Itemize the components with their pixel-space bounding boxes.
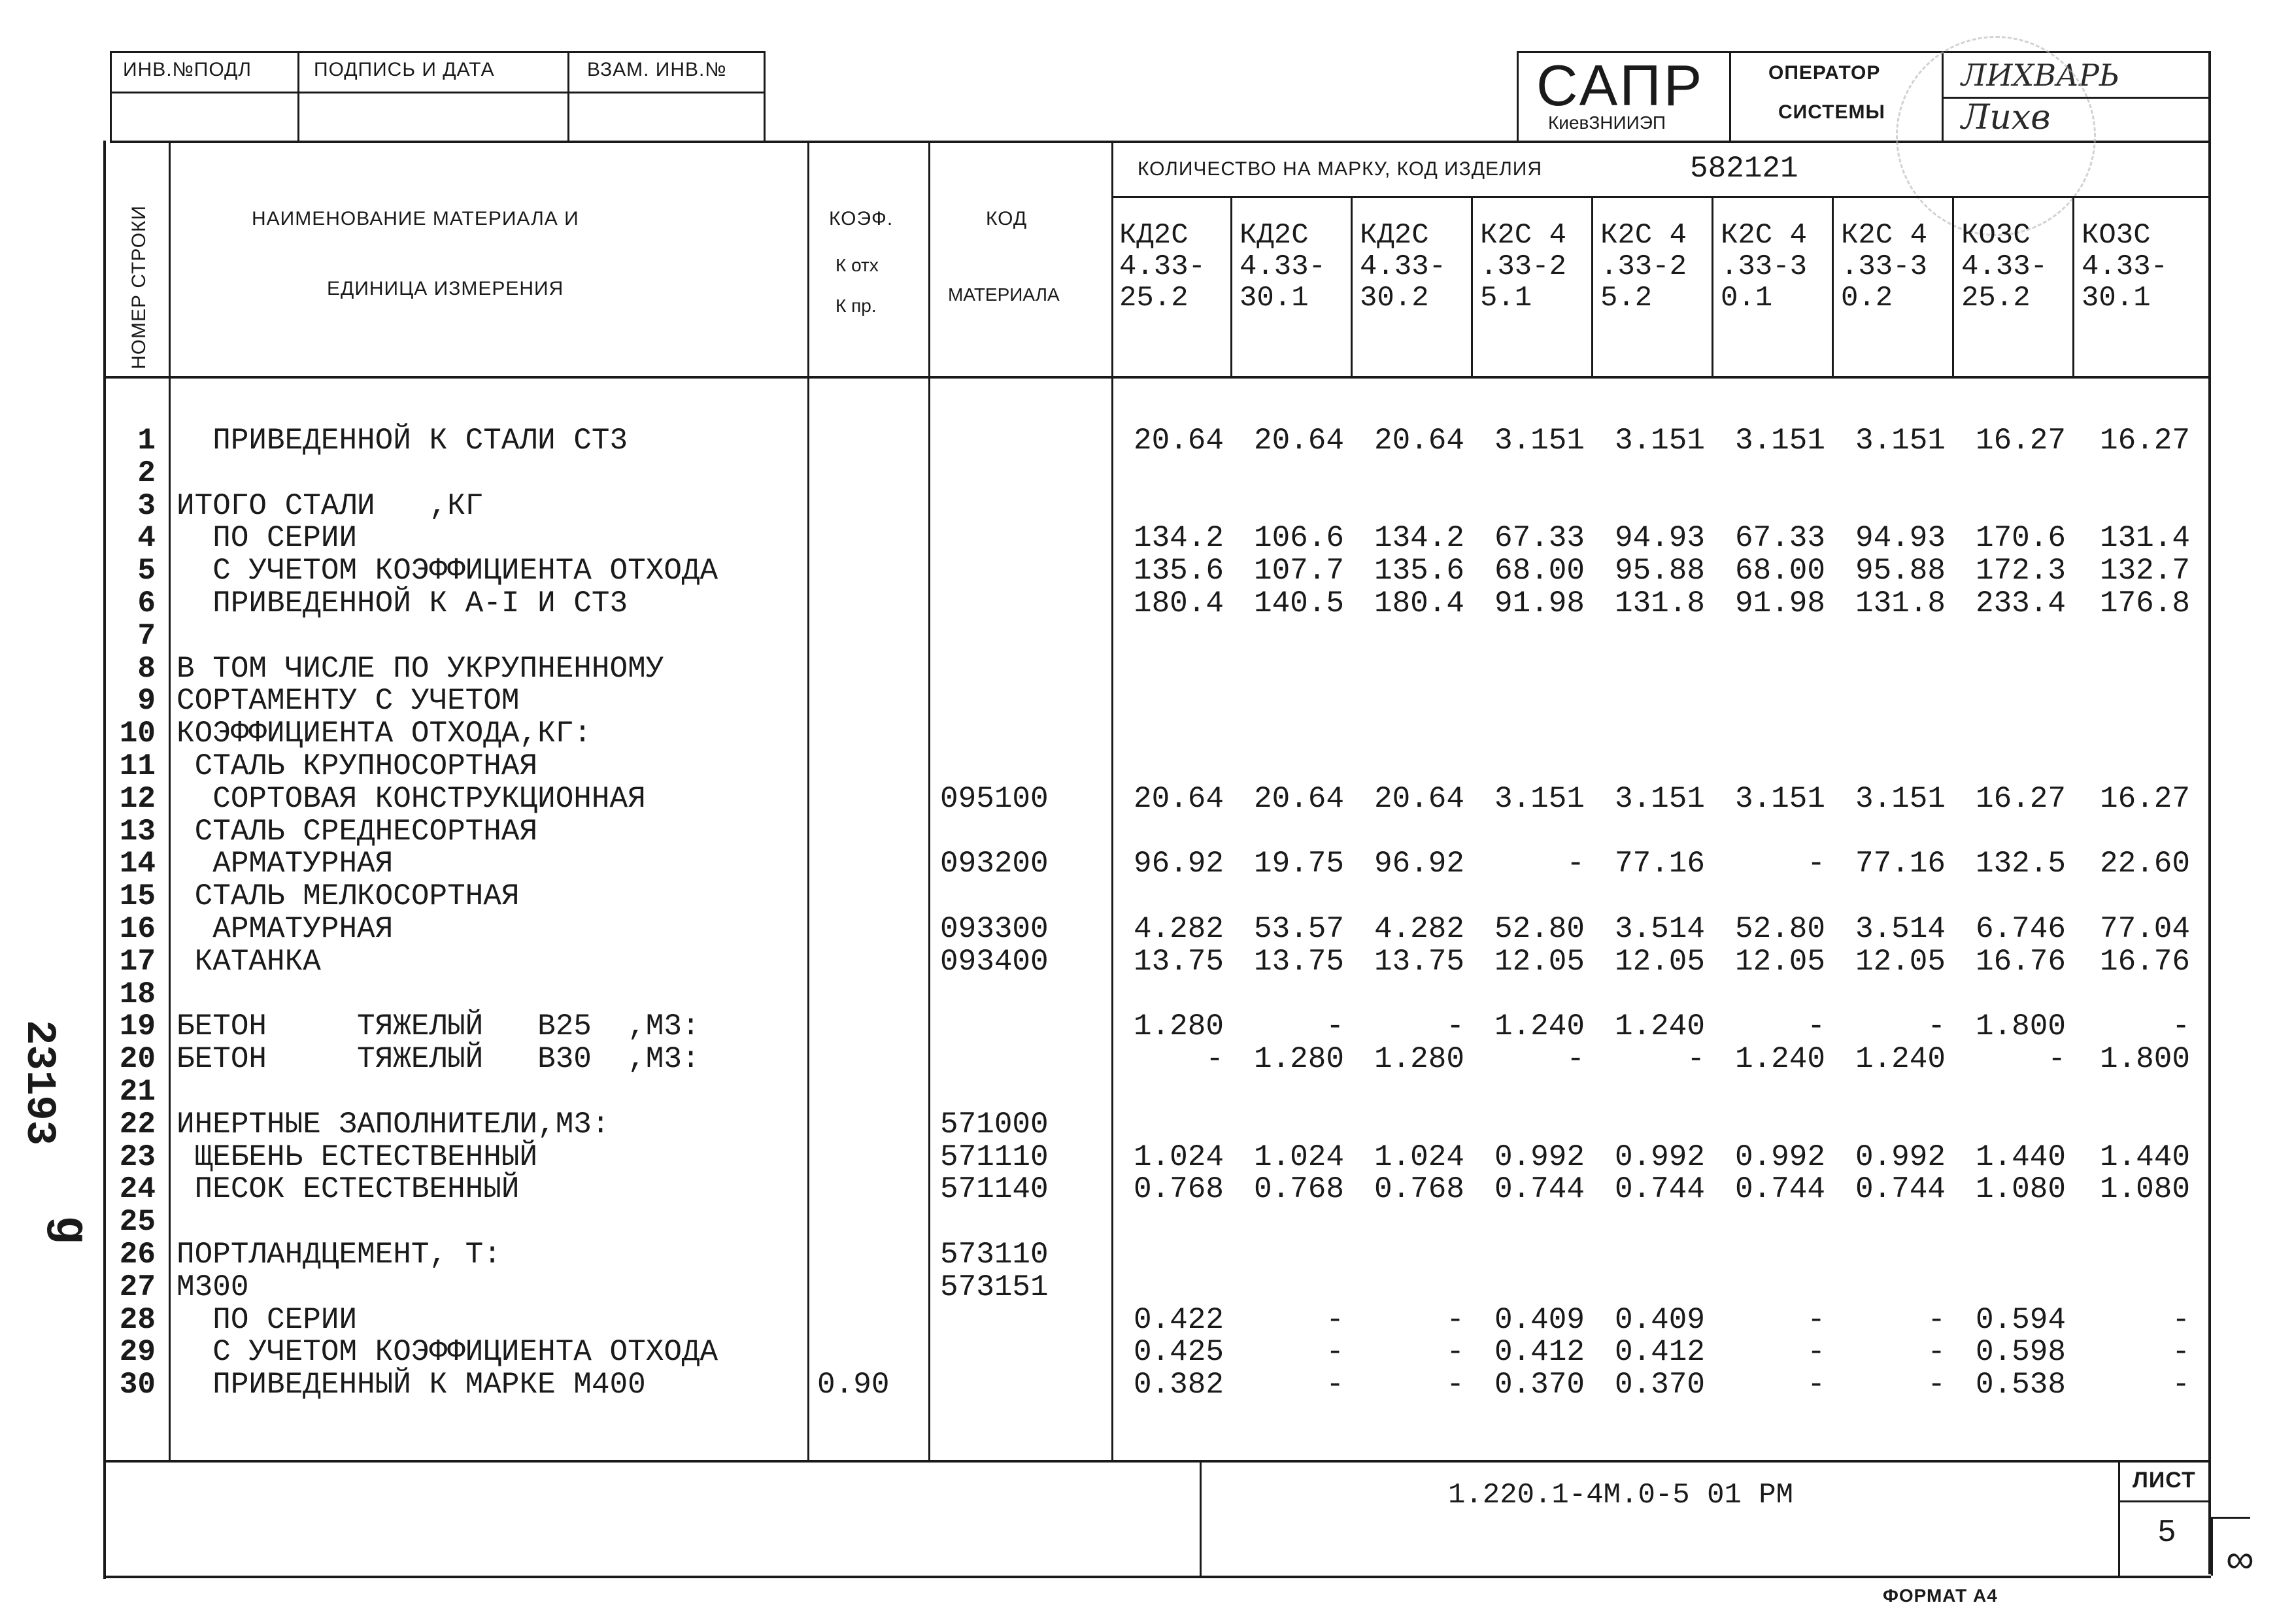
product-header-line: КД2С <box>1360 219 1429 252</box>
product-header-line: К2С 4 <box>1600 219 1687 252</box>
material-name: ПО СЕРИИ <box>177 1302 358 1337</box>
quantity-cell: - <box>1446 1368 1464 1402</box>
row-number: 5 <box>137 554 156 588</box>
row-number: 14 <box>119 847 156 881</box>
quantity-cell: 135.6 <box>1133 554 1224 588</box>
material-name: КОЭФФИЦИЕНТА ОТХОДА,КГ: <box>177 717 592 751</box>
quantity-cell: 16.76 <box>1975 944 2066 979</box>
material-code: 573151 <box>940 1270 1049 1304</box>
product-header-line: 4.33- <box>1240 250 1326 283</box>
quantity-cell: 180.4 <box>1133 586 1224 620</box>
sheet-number: 5 <box>2157 1515 2176 1551</box>
quantity-cell: 52.80 <box>1734 912 1825 946</box>
material-name: БЕТОН ТЯЖЕЛЫЙ В25 ,М3: <box>177 1009 700 1044</box>
quantity-cell: - <box>2172 1302 2190 1337</box>
material-name: БЕТОН ТЯЖЕЛЫЙ В30 ,М3: <box>177 1042 700 1077</box>
row-number: 24 <box>119 1172 156 1207</box>
quantity-cell: 12.05 <box>1734 944 1825 979</box>
quantity-cell: 0.370 <box>1614 1368 1705 1402</box>
quantity-cell: 16.27 <box>2099 424 2190 458</box>
row-number: 6 <box>137 586 156 620</box>
quantity-cell: 19.75 <box>1253 847 1344 881</box>
quantity-cell: 132.5 <box>1975 847 2066 881</box>
row-number: 22 <box>119 1107 156 1142</box>
row-number: 8 <box>137 651 156 686</box>
quantity-cell: 1.280 <box>1374 1042 1464 1077</box>
quantity-cell: 53.57 <box>1253 912 1344 946</box>
document-code: 1.220.1-4М.0-5 01 РМ <box>1448 1479 1794 1512</box>
name-header-line2: ЕДИНИЦА ИЗМЕРЕНИЯ <box>327 278 564 299</box>
margin-infinity-icon: ∞ <box>2226 1537 2254 1581</box>
material-name: В ТОМ ЧИСЛЕ ПО УКРУПНЕННОМУ <box>177 651 664 686</box>
margin-stamp-number: 23193 <box>15 1020 62 1146</box>
quantity-cell: 0.538 <box>1975 1368 2066 1402</box>
quantity-cell: 1.440 <box>1975 1140 2066 1174</box>
koef-header-3: К пр. <box>835 296 877 316</box>
koef-header-1: КОЭФ. <box>829 208 894 229</box>
quantity-cell: 3.151 <box>1855 424 1946 458</box>
system-label: СИСТЕМЫ <box>1778 101 1885 123</box>
row-number: 16 <box>119 912 156 946</box>
quantity-cell: 1.080 <box>2099 1172 2190 1207</box>
quantity-cell: 3.514 <box>1855 912 1946 946</box>
quantity-cell: - <box>1927 1009 1946 1044</box>
quantity-cell: 68.00 <box>1734 554 1825 588</box>
quantity-cell: 3.151 <box>1614 424 1705 458</box>
material-name: ЩЕБЕНЬ ЕСТЕСТВЕННЫЙ <box>177 1140 538 1174</box>
quantity-cell: 22.60 <box>2099 847 2190 881</box>
material-code: 573110 <box>940 1238 1049 1272</box>
quantity-cell: 95.88 <box>1855 554 1946 588</box>
quantity-cell: 20.64 <box>1133 781 1224 816</box>
quantity-cell: 180.4 <box>1374 586 1464 620</box>
quantity-cell: 16.27 <box>1975 781 2066 816</box>
quantity-cell: 77.16 <box>1614 847 1705 881</box>
quantity-cell: 20.64 <box>1133 424 1224 458</box>
row-number: 28 <box>119 1302 156 1337</box>
quantity-cell: 1.440 <box>2099 1140 2190 1174</box>
material-name: ПОРТЛАНДЦЕМЕНТ, Т: <box>177 1238 501 1272</box>
quantity-cell: 0.422 <box>1133 1302 1224 1337</box>
quantity-cell: 176.8 <box>2099 586 2190 620</box>
quantity-cell: - <box>1326 1335 1344 1370</box>
quantity-cell: - <box>1807 1368 1825 1402</box>
quantity-cell: - <box>2172 1335 2190 1370</box>
code-header-1: КОД <box>986 208 1028 229</box>
koef-header-2: К отх <box>835 255 879 275</box>
product-header-line: 0.2 <box>1841 282 1893 314</box>
quantity-cell: 0.768 <box>1253 1172 1344 1207</box>
quantity-cell: 107.7 <box>1253 554 1344 588</box>
quantity-cell: 12.05 <box>1855 944 1946 979</box>
material-name: ПЕСОК ЕСТЕСТВЕННЫЙ <box>177 1172 520 1207</box>
material-name: СОРТАМЕНТУ С УЧЕТОМ <box>177 684 520 719</box>
operator-label: ОПЕРАТОР <box>1768 62 1881 84</box>
row-number: 29 <box>119 1335 156 1370</box>
quantity-cell: 13.75 <box>1253 944 1344 979</box>
inv-podl-label: ИНВ.№ПОДЛ <box>123 59 252 80</box>
quantity-cell: - <box>1687 1042 1705 1077</box>
quantity-cell: 13.75 <box>1133 944 1224 979</box>
quantity-cell: - <box>1807 1302 1825 1337</box>
quantity-cell: - <box>1807 1335 1825 1370</box>
quantity-cell: 0.744 <box>1614 1172 1705 1207</box>
material-name: СТАЛЬ КРУПНОСОРТНАЯ <box>177 749 538 783</box>
quantity-cell: 3.151 <box>1734 781 1825 816</box>
material-name: С УЧЕТОМ КОЭФФИЦИЕНТА ОТХОДА <box>177 1335 718 1370</box>
format-label: ФОРМАТ А4 <box>1883 1585 1998 1606</box>
quantity-cell: 67.33 <box>1494 521 1585 556</box>
quantity-cell: 0.412 <box>1614 1335 1705 1370</box>
quantity-cell: - <box>2048 1042 2066 1077</box>
quantity-cell: - <box>1326 1302 1344 1337</box>
quantity-cell: 0.768 <box>1133 1172 1224 1207</box>
quantity-cell: 16.27 <box>1975 424 2066 458</box>
quantity-cell: 0.598 <box>1975 1335 2066 1370</box>
quantity-cell: 13.75 <box>1374 944 1464 979</box>
quantity-cell: - <box>1206 1042 1224 1077</box>
quantity-cell: 96.92 <box>1133 847 1224 881</box>
quantity-cell: - <box>1446 1302 1464 1337</box>
quantity-cell: 0.744 <box>1855 1172 1946 1207</box>
product-header-line: 25.2 <box>1961 282 2031 314</box>
product-header-line: К2С 4 <box>1721 219 1808 252</box>
operator-signature-1: ЛИХВАРЬ <box>1961 58 2119 93</box>
quantity-cell: 1.800 <box>2099 1042 2190 1077</box>
quantity-cell: - <box>1326 1368 1344 1402</box>
quantity-cell: 1.240 <box>1734 1042 1825 1077</box>
quantity-cell: 131.8 <box>1614 586 1705 620</box>
material-code: 093400 <box>940 944 1049 979</box>
quantity-cell: 0.992 <box>1494 1140 1585 1174</box>
quantity-cell: - <box>1326 1009 1344 1044</box>
row-number: 21 <box>119 1075 156 1109</box>
material-name: ПРИВЕДЕННЫЙ К МАРКЕ М400 <box>177 1368 646 1402</box>
product-header-line: .33-3 <box>1841 250 1928 283</box>
vzam-inv-label: ВЗАМ. ИНВ.№ <box>587 59 727 80</box>
material-name: АРМАТУРНАЯ <box>177 912 394 946</box>
quantity-cell: 77.04 <box>2099 912 2190 946</box>
podpis-data-label: ПОДПИСЬ И ДАТА <box>314 59 495 80</box>
quantity-cell: 233.4 <box>1975 586 2066 620</box>
quantity-cell: 91.98 <box>1494 586 1585 620</box>
quantity-cell: 170.6 <box>1975 521 2066 556</box>
quantity-cell: 135.6 <box>1374 554 1464 588</box>
round-seal-icon <box>1896 36 2096 236</box>
row-number: 15 <box>119 879 156 914</box>
quantity-cell: 1.240 <box>1855 1042 1946 1077</box>
quantity-cell: 4.282 <box>1133 912 1224 946</box>
quantity-cell: 132.7 <box>2099 554 2190 588</box>
quantity-cell: 12.05 <box>1494 944 1585 979</box>
quantity-cell: 172.3 <box>1975 554 2066 588</box>
row-number: 19 <box>119 1009 156 1044</box>
product-header-line: КД2С <box>1119 219 1189 252</box>
quantity-cell: 0.409 <box>1614 1302 1705 1337</box>
product-header-line: 30.1 <box>2082 282 2151 314</box>
product-header-line: 30.1 <box>1240 282 1309 314</box>
quantity-cell: 0.594 <box>1975 1302 2066 1337</box>
quantity-cell: - <box>1566 1042 1585 1077</box>
product-header-line: КО3С <box>1961 219 2031 252</box>
product-header-line: КД2С <box>1240 219 1309 252</box>
row-number: 13 <box>119 814 156 849</box>
quantity-cell: 52.80 <box>1494 912 1585 946</box>
quantity-cell: - <box>1446 1009 1464 1044</box>
product-header-line: .33-2 <box>1600 250 1687 283</box>
product-header-line: .33-2 <box>1480 250 1567 283</box>
product-header-line: 25.2 <box>1119 282 1189 314</box>
material-name: ИНЕРТНЫЕ ЗАПОЛНИТЕЛИ,М3: <box>177 1107 610 1142</box>
quantity-cell: 0.370 <box>1494 1368 1585 1402</box>
quantity-cell: 77.16 <box>1855 847 1946 881</box>
quantity-cell: - <box>1927 1368 1946 1402</box>
row-number: 27 <box>119 1270 156 1304</box>
row-number: 18 <box>119 977 156 1011</box>
quantity-cell: 94.93 <box>1855 521 1946 556</box>
product-header-line: 5.2 <box>1600 282 1653 314</box>
coefficient: 0.90 <box>817 1368 890 1402</box>
quantity-cell: 1.024 <box>1374 1140 1464 1174</box>
quantity-cell: 3.151 <box>1494 424 1585 458</box>
material-name: АРМАТУРНАЯ <box>177 847 394 881</box>
quantity-cell: 20.64 <box>1253 781 1344 816</box>
quantity-cell: 95.88 <box>1614 554 1705 588</box>
quantity-cell: 1.240 <box>1494 1009 1585 1044</box>
quantity-cell: 134.2 <box>1374 521 1464 556</box>
product-header-line: 4.33- <box>1360 250 1447 283</box>
row-number-header: НОМЕР СТРОКИ <box>128 205 150 369</box>
sheet-label: ЛИСТ <box>2133 1468 2196 1493</box>
quantity-cell: 1.280 <box>1253 1042 1344 1077</box>
quantity-cell: 1.024 <box>1253 1140 1344 1174</box>
row-number: 23 <box>119 1140 156 1174</box>
quantity-cell: 12.05 <box>1614 944 1705 979</box>
quantity-cell: 16.76 <box>2099 944 2190 979</box>
quantity-cell: 3.151 <box>1734 424 1825 458</box>
quantity-cell: - <box>1927 1302 1946 1337</box>
quantity-cell: 0.744 <box>1494 1172 1585 1207</box>
name-header-line1: НАИМЕНОВАНИЕ МАТЕРИАЛА И <box>252 208 579 229</box>
quantity-cell: 0.382 <box>1133 1368 1224 1402</box>
quantity-cell: 0.992 <box>1855 1140 1946 1174</box>
qty-header: КОЛИЧЕСТВО НА МАРКУ, КОД ИЗДЕЛИЯ <box>1138 158 1543 180</box>
quantity-cell: 0.744 <box>1734 1172 1825 1207</box>
row-number: 17 <box>119 944 156 979</box>
material-code: 095100 <box>940 781 1049 816</box>
quantity-cell: 1.024 <box>1133 1140 1224 1174</box>
row-number: 20 <box>119 1042 156 1077</box>
quantity-cell: 0.992 <box>1614 1140 1705 1174</box>
row-number: 11 <box>119 749 156 783</box>
quantity-cell: 0.425 <box>1133 1335 1224 1370</box>
quantity-cell: 0.412 <box>1494 1335 1585 1370</box>
quantity-cell: - <box>2172 1368 2190 1402</box>
material-name: М300 <box>177 1270 249 1304</box>
quantity-cell: 131.4 <box>2099 521 2190 556</box>
quantity-cell: 68.00 <box>1494 554 1585 588</box>
product-header-line: 4.33- <box>2082 250 2168 283</box>
quantity-cell: 134.2 <box>1133 521 1224 556</box>
quantity-cell: 67.33 <box>1734 521 1825 556</box>
quantity-cell: 20.64 <box>1374 424 1464 458</box>
material-name: КАТАНКА <box>177 944 321 979</box>
quantity-cell: 20.64 <box>1374 781 1464 816</box>
quantity-cell: 1.240 <box>1614 1009 1705 1044</box>
material-name: ПРИВЕДЕННОЙ К СТАЛИ СТ3 <box>177 424 628 458</box>
material-name: ПО СЕРИИ <box>177 521 358 556</box>
row-number: 7 <box>137 618 156 653</box>
material-name: СТАЛЬ МЕЛКОСОРТНАЯ <box>177 879 520 914</box>
quantity-cell: 20.64 <box>1253 424 1344 458</box>
quantity-cell: 3.514 <box>1614 912 1705 946</box>
row-number: 9 <box>137 684 156 719</box>
quantity-cell: 94.93 <box>1614 521 1705 556</box>
material-code: 571110 <box>940 1140 1049 1174</box>
quantity-cell: - <box>1807 1009 1825 1044</box>
sapr-title: САПР <box>1536 53 1705 118</box>
material-code: 571140 <box>940 1172 1049 1207</box>
quantity-cell: 131.8 <box>1855 586 1946 620</box>
row-number: 12 <box>119 781 156 816</box>
org-name: КиевЗНИИЭП <box>1548 112 1666 133</box>
quantity-cell: 3.151 <box>1855 781 1946 816</box>
product-header-line: 30.2 <box>1360 282 1429 314</box>
product-header-line: 4.33- <box>1961 250 2048 283</box>
quantity-cell: 6.746 <box>1975 912 2066 946</box>
operator-signature-2: Лихв <box>1961 98 2051 137</box>
row-number: 2 <box>137 456 156 490</box>
row-number: 30 <box>119 1368 156 1402</box>
quantity-cell: 3.151 <box>1614 781 1705 816</box>
product-header-line: 5.1 <box>1480 282 1532 314</box>
quantity-cell: - <box>1566 847 1585 881</box>
quantity-cell: 0.409 <box>1494 1302 1585 1337</box>
product-header-line: К2С 4 <box>1841 219 1928 252</box>
quantity-cell: 91.98 <box>1734 586 1825 620</box>
quantity-cell: 3.151 <box>1494 781 1585 816</box>
quantity-cell: 16.27 <box>2099 781 2190 816</box>
quantity-cell: - <box>2172 1009 2190 1044</box>
row-number: 10 <box>119 717 156 751</box>
material-code: 093300 <box>940 912 1049 946</box>
product-header-line: .33-3 <box>1721 250 1808 283</box>
row-number: 26 <box>119 1238 156 1272</box>
product-header-line: 4.33- <box>1119 250 1206 283</box>
material-name: С УЧЕТОМ КОЭФФИЦИЕНТА ОТХОДА <box>177 554 718 588</box>
material-name: ИТОГО СТАЛИ ,КГ <box>177 488 484 523</box>
quantity-cell: - <box>1446 1335 1464 1370</box>
quantity-cell: 96.92 <box>1374 847 1464 881</box>
product-header-line: 0.1 <box>1721 282 1773 314</box>
quantity-cell: 106.6 <box>1253 521 1344 556</box>
product-code: 582121 <box>1690 152 1798 186</box>
quantity-cell: - <box>1927 1335 1946 1370</box>
row-number: 25 <box>119 1205 156 1240</box>
product-header-line: КО3С <box>2082 219 2151 252</box>
material-code: 571000 <box>940 1107 1049 1142</box>
quantity-cell: 0.768 <box>1374 1172 1464 1207</box>
quantity-cell: 1.800 <box>1975 1009 2066 1044</box>
quantity-cell: - <box>1807 847 1825 881</box>
quantity-cell: 1.280 <box>1133 1009 1224 1044</box>
quantity-cell: 140.5 <box>1253 586 1344 620</box>
material-name: ПРИВЕДЕННОЙ К А-I И СТ3 <box>177 586 628 620</box>
product-header-line: К2С 4 <box>1480 219 1567 252</box>
material-code: 093200 <box>940 847 1049 881</box>
row-number: 3 <box>137 488 156 523</box>
material-name: СОРТОВАЯ КОНСТРУКЦИОННАЯ <box>177 781 646 816</box>
quantity-cell: 0.992 <box>1734 1140 1825 1174</box>
quantity-cell: 1.080 <box>1975 1172 2066 1207</box>
row-number: 4 <box>137 521 156 556</box>
code-header-2: МАТЕРИАЛА <box>948 284 1060 305</box>
quantity-cell: 4.282 <box>1374 912 1464 946</box>
material-name: СТАЛЬ СРЕДНЕСОРТНАЯ <box>177 814 538 849</box>
margin-letter: g <box>42 1215 97 1244</box>
row-number: 1 <box>137 424 156 458</box>
